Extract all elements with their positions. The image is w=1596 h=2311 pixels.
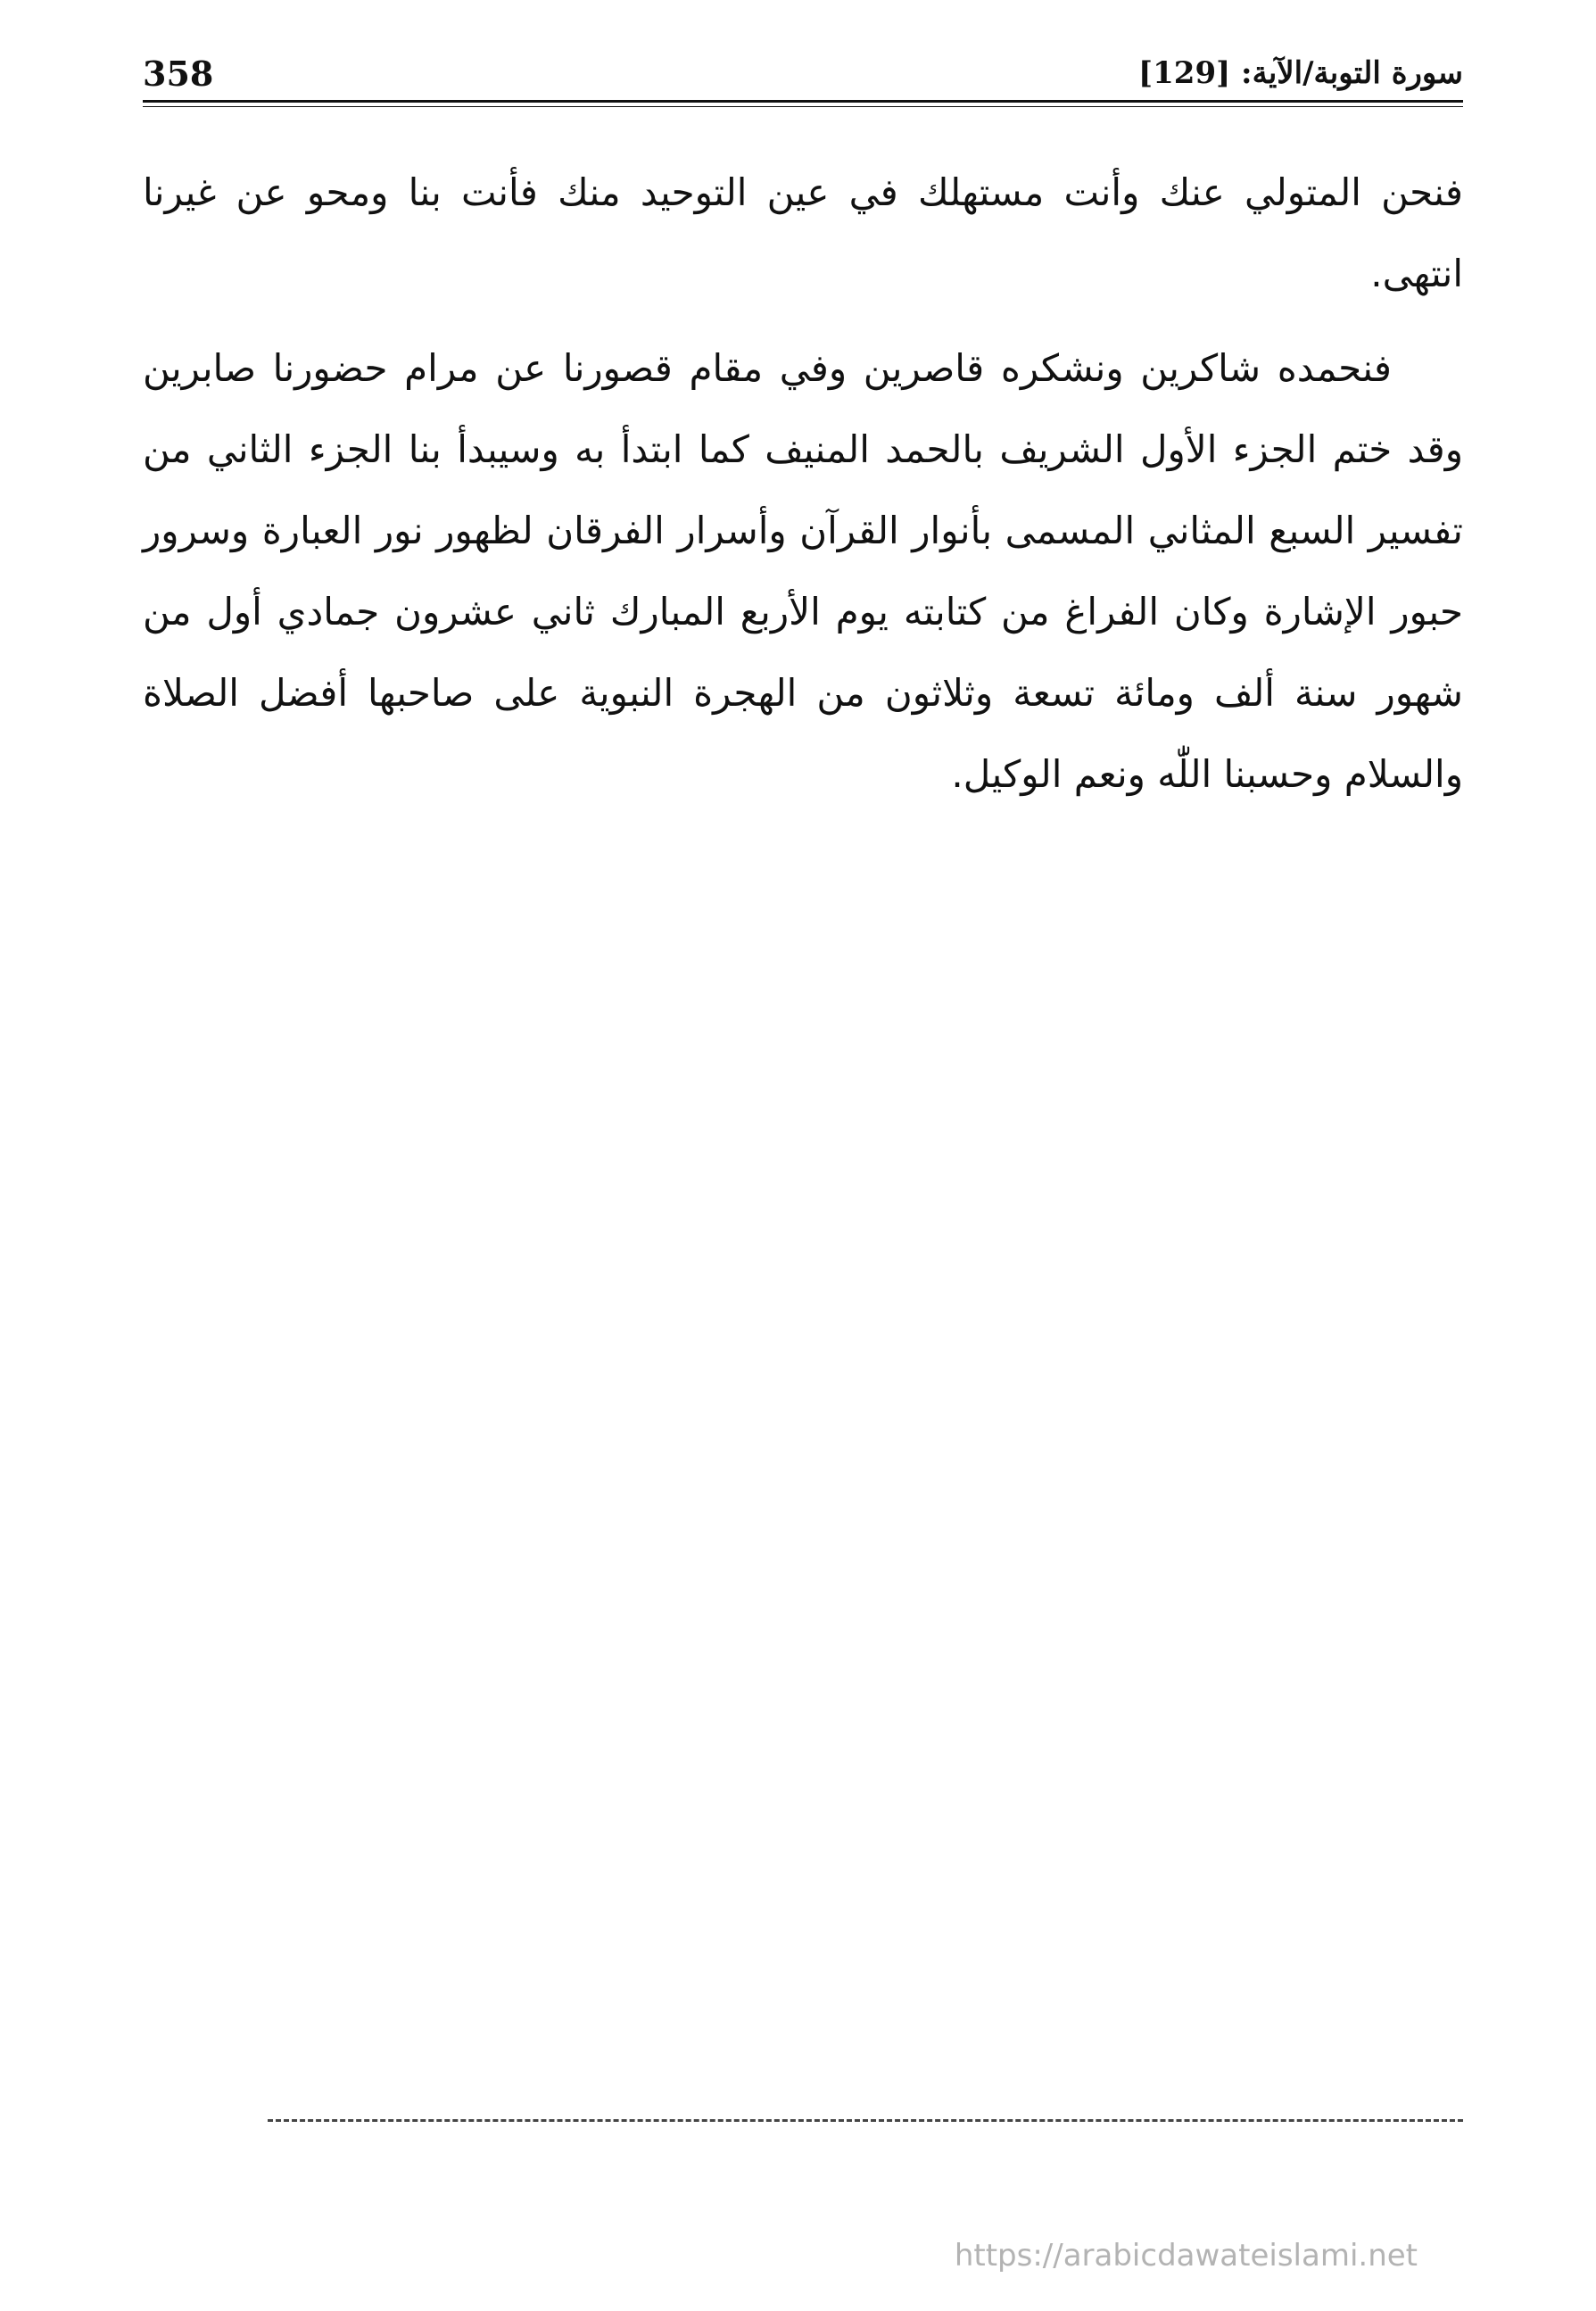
watermark-url: https://arabicdawateislami.net	[954, 2238, 1418, 2274]
paragraph-1: فنحن المتولي عنك وأنت مستهلك في عين التوحيد منك فأنت بنا ومحو عن غيرنا انتهى.	[143, 170, 1463, 295]
header-rule	[143, 100, 1463, 103]
header-rule-thin	[143, 106, 1463, 107]
paragraph-2: فنحمده شاكرين ونشكره قاصرين وفي مقام قصورنا عن مرام حضورنا صابرين وقد ختم الجزء الأول الشريف بالحمد المنيف كما ابتدأ به وسيبدأ بنا الجزء الثاني من تفسير السبع المثاني المسمى بأنوار القرآن وأسرار الفرقان لظهور نور العبارة وسرور حبور الإشارة وكان الفراغ من كتابته يوم الأربع المبارك ثاني عشرون جمادي أول من شهور سنة ألف ومائة تسعة وثلاثون من الهجرة النبوية على صاحبها أفضل الصلاة والسلام وحسبنا اللّٰه ونعم الوكيل.	[143, 346, 1463, 796]
chapter-title: سورة التوبة/الآية: [129]	[1138, 55, 1463, 91]
body-text	[143, 152, 1463, 815]
footer-rule	[268, 2119, 1463, 2122]
running-header	[143, 46, 1463, 100]
page-number: 358	[143, 53, 214, 94]
